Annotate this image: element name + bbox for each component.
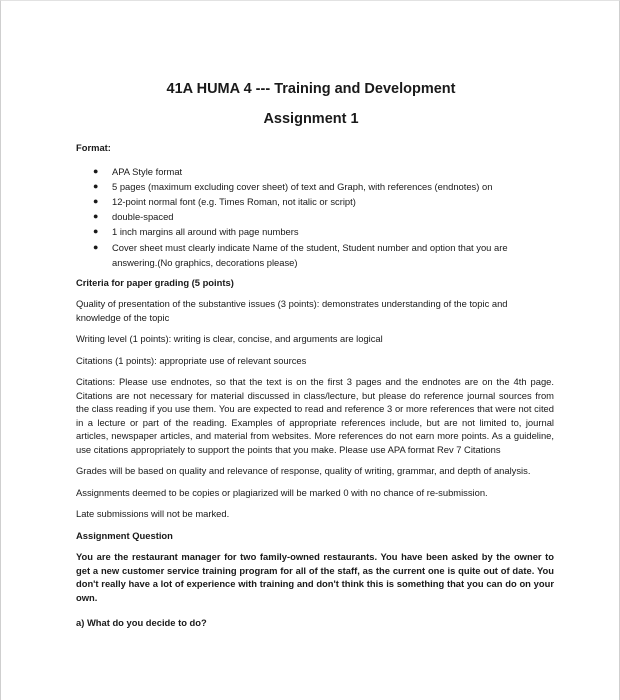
plagiarism-text: Assignments deemed to be copies or plagiarized will be marked 0 with no chance of re-submission.: [76, 486, 488, 498]
list-item: ● 1 inch margins all around with page numbers: [76, 224, 554, 239]
list-item: ● Cover sheet must clearly indicate Name of the student, Student number and option that you are answering.(No graphics, decorations please): [93, 241, 508, 268]
document-body: [76, 141, 554, 630]
bullet-icon: ●: [93, 195, 99, 206]
bullet-icon: ●: [93, 165, 99, 176]
format-list: [76, 164, 554, 270]
criteria-quality: Quality of presentation of the substantive issues (3 points): demonstrates understanding of the topic and knowledge of the topic: [76, 298, 508, 323]
bullet-icon: ●: [93, 211, 99, 222]
criteria-writing: Writing level (1 points): writing is clear, concise, and arguments are logical: [76, 333, 383, 345]
document-title: 41A HUMA 4 --- Training and Development: [166, 81, 456, 97]
assignment-subtitle: Assignment 1: [263, 111, 359, 127]
list-item: ● APA Style format: [76, 164, 554, 179]
bullet-icon: ●: [93, 180, 99, 191]
format-heading: Format:: [76, 142, 111, 153]
grades-text: Grades will be based on quality and relevance of response, quality of writing, grammar, and depth of analysis.: [76, 465, 531, 477]
criteria-heading: Criteria for paper grading (5 points): [76, 276, 234, 288]
late-text: Late submissions will not be marked.: [76, 508, 230, 520]
bullet-icon: ●: [93, 241, 99, 252]
criteria-citations: Citations (1 points): appropriate use of relevant sources: [76, 354, 307, 366]
list-item: ● 5 pages (maximum excluding cover sheet) of text and Graph, with references (endnotes) on: [76, 179, 554, 194]
question-heading: Assignment Question: [76, 529, 173, 541]
question-text: You are the restaurant manager for two family-owned restaurants. You have been asked by the owner to get a new customer service training program for all of the staff, as the current one is quite out of date. You don't really have a lot of experience with training and don't think this is something that you can do on your own.: [76, 551, 554, 603]
list-item: ● double-spaced: [76, 209, 554, 224]
bullet-icon: ●: [93, 226, 99, 237]
citations-paragraph: Citations: Please use endnotes, so that the text is on the first 3 pages and the endnotes are on the 4th page. Citations are not necessary for material discussed in class/lecture, but please do reference journal sources from the class reading if you use them. You are expected to read and reference 3 or more references that were not cited in a lecture or part of the reading. Examples of appropriate references include, but are not limited to, journal articles, newspaper articles, and material from websites. More references do not earn more points. As a guideline, use citations appropriately to support the points that you make. Please use APA format Rev 7 Citations: [76, 376, 554, 455]
question-a: a) What do you decide to do?: [76, 617, 207, 629]
list-item: ● 12-point normal font (e.g. Times Roman, not italic or script): [76, 194, 554, 209]
